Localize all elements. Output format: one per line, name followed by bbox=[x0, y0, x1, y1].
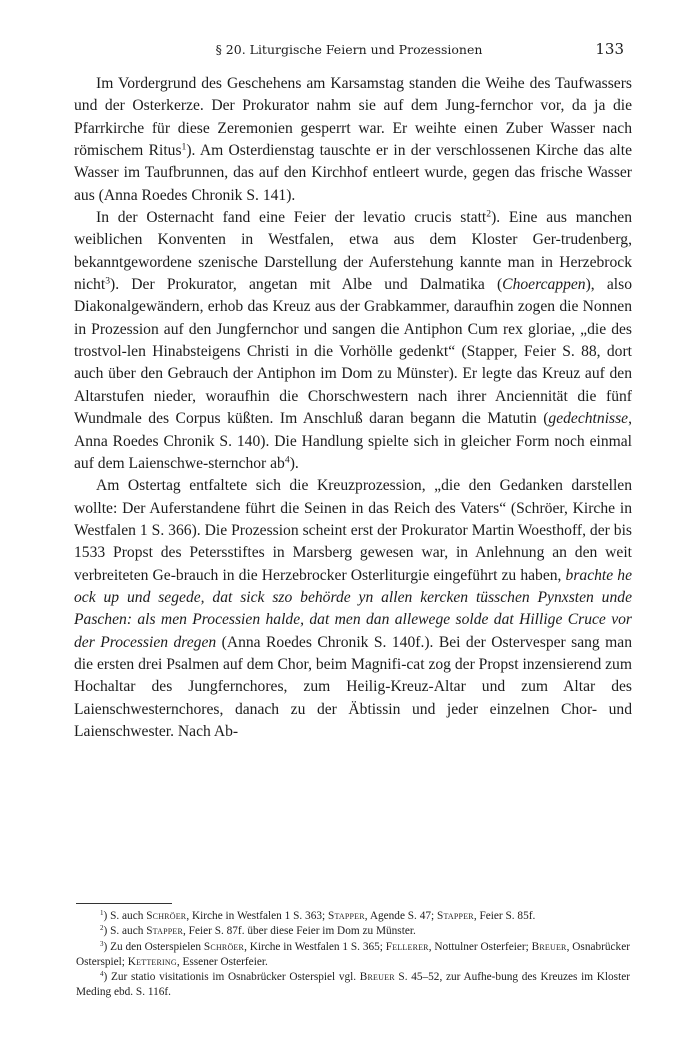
italic-term: Choercappen bbox=[502, 276, 586, 294]
italic-quotation: brachte he ock up und segede, dat sick szo behörde yn allen kercken tüsschen Pynxsten unde Paschen: als men Processien halde, dat men dan allewege solde dat Hillige Cruce vor der Processien dregen bbox=[74, 566, 632, 651]
footnote-ref-1[interactable]: 1 bbox=[181, 141, 187, 153]
footnote-3: $^3$) Zu den Osterspielen Schröer, Kirche in Westfalen 1 S. 365; Fellerer, Nottulner Osterfeier; Breuer, Osnabrücker Osterspiel; Kettering, Essener Osterfeier. bbox=[76, 939, 630, 968]
footnotes bbox=[76, 909, 630, 1001]
footnote-ref-4[interactable]: 4 bbox=[284, 454, 290, 466]
footnote-2: $^2$) S. auch Stapper, Feier S. 87f. über diese Feier im Dom zu Münster. bbox=[100, 924, 416, 938]
main-text bbox=[74, 73, 632, 743]
footnote-ref-3[interactable]: 3 bbox=[105, 275, 111, 287]
page-number: 133 bbox=[595, 40, 624, 58]
footnote-4: $^4$) Zur statio visitationis im Osnabrücker Osterspiel vgl. Breuer S. 45–52, zur Aufhe-bung des Kreuzes im Kloster Meding ebd. S. 116f. bbox=[76, 970, 630, 999]
paragraph-karsamstag: Im Vordergrund des Geschehens am Karsamstag standen die Weihe des Taufwassers und der Osterkerze. Der Prokurator nahm sie auf dem Jung-fernchor vor, da ja die Pfarrkirche für diese Zeremonien gesperrt war. Er weihte einen Zuber Wasser nach römischem Ritus$^1$). Am Osterdienstag tauschte er in der verschlossenen Kirche das alte Wasser im Taufbrunnen, das auf den Kirchhof entleert wurde, gegen das frische Wasser aus (Anna Roedes Chronik S. 141). bbox=[74, 75, 632, 204]
paragraph-ostertag: Am Ostertag entfaltete sich die Kreuzprozession, „die den Gedanken darstellen wollte: Der Auferstandene führt die Seinen in das Reich des Vaters“ (Schröer, Kirche in Westfalen 1 S. 366). Die Prozession scheint erst der Prokurator Martin Woesthoff, der bis 1533 Propst des Petersstiftes in Marsberg gewesen war, in Anlehnung an den weit verbreiteten Ge-brauch in die Herzebrocker Osterliturgie eingeführt zu haben, brachte he ock up und segede, dat sick szo behörde yn allen kercken tüsschen Pynxsten unde Paschen: als men Processien halde, dat men dan allewege solde dat Hillige Cruce vor der Processien dregen (Anna Roedes Chronik S. 140f.). Bei der Ostervesper sang man die ersten drei Psalmen auf dem Chor, beim Magnifi-cat zog der Propst inzensierend zum Hochaltar des Jungfernchores, zum Heilig-Kreuz-Altar und zum Altar des Laienschwesternchores, danach zu der Äbtissin und jeder einzelnen Chor- und Laienschwester. Nach Ab- bbox=[74, 477, 632, 740]
footnote-divider bbox=[76, 903, 172, 904]
paragraph-osternacht: In der Osternacht fand eine Feier der levatio crucis statt$^2$). Eine aus manchen weiblichen Konventen in Westfalen, etwa aus dem Kloster Ger-trudenberg, bekanntgewordene szenische Darstellung der Auferstehung kannte man in Herzebrock nicht$^3$). Der Prokurator, angetan mit Albe und Dalmatika (Choercappen), also Diakonalgewändern, erhob das Kreuz aus der Grabkammer, daraufhin zogen die Nonnen in Prozession auf den Jungfernchor und sangen die Antiphon Cum rex gloriae, „die des trostvol-len Hinabsteigens Christi in die Vorhölle gedenkt“ (Stapper, Feier S. 88, dort auch über den Gebrauch der Antiphon im Dom zu Münster). Er legte das Kreuz auf den Altarstufen nieder, woraufhin die Chorschwestern nach ihrer Anciennität die fünf Wundmale des Corpus küßten. Im Anschluß daran begann die Matutin (gedechtnisse, Anna Roedes Chronik S. 140). Die Handlung spielte sich in gleicher Form noch einmal auf dem Laienschwe-sternchor $ab^4$). bbox=[74, 208, 633, 472]
running-title: § 20. Liturgische Feiern und Prozessionen bbox=[215, 42, 483, 57]
italic-term: gedechtnisse bbox=[548, 410, 629, 428]
footnote-ref-2[interactable]: 2 bbox=[486, 208, 492, 220]
page-header bbox=[74, 40, 624, 60]
footnote-1: $^1$) S. auch Schröer, Kirche in Westfalen 1 S. 363; Stapper, Agende S. 47; Stapper, Feier S. 85f. bbox=[100, 909, 536, 922]
